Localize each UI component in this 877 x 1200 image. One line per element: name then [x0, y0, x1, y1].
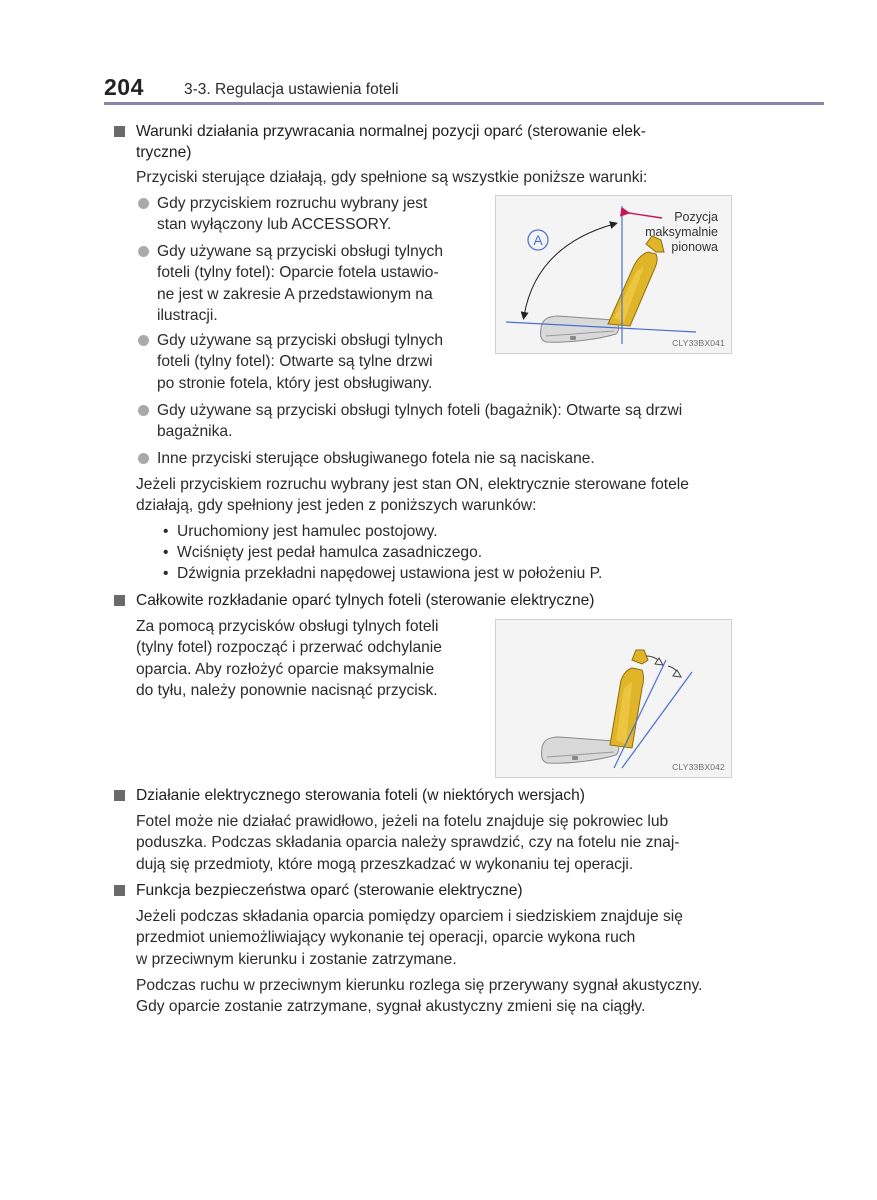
circle-bullet-icon — [138, 335, 149, 346]
upright-position-label: Pozycja maksymalnie pionowa — [645, 210, 718, 254]
sub-condition: • Wciśnięty jest pedał hamulca zasadniczego. — [163, 544, 483, 561]
square-bullet-icon — [114, 790, 125, 801]
figure-code: CLY33BX042 — [672, 762, 725, 772]
section4-paragraph1: Jeżeli podczas składania oparcia pomiędzy oparciem i siedziskiem znajduje się przedmiot uniemożliwiający wykonanie tej operacji, oparcie wykona ruch w przeciwnym kierunku i zostanie zatrzymane. — [136, 908, 683, 968]
page-header — [104, 70, 824, 106]
condition-bullet: Inne przyciski sterujące obsługiwanego fotela nie są naciskane. — [138, 448, 732, 469]
condition-bullet: Gdy używane są przyciski obsługi tylnych foteli (tylny fotel): Oparcie fotela ustawio- ne jest w zakresie A przedstawionym na ilustracji. — [138, 241, 478, 327]
section1-intro: Przyciski sterujące działają, gdy spełnione są wszystkie poniższe warunki: — [136, 169, 648, 186]
sub-condition: • Uruchomiony jest hamulec postojowy. — [163, 523, 438, 540]
range-a-label: A — [533, 232, 543, 248]
circle-bullet-icon — [138, 246, 149, 257]
on-mode-paragraph: Jeżeli przyciskiem rozruchu wybrany jest stan ON, elektrycznie sterowane fotele działają, gdy spełniony jest jeden z poniższych warunków: — [136, 476, 689, 515]
page-number: 204 — [104, 74, 144, 100]
condition-bullet: Gdy używane są przyciski obsługi tylnych foteli (bagażnik): Otwarte są drzwi bagażnika. — [138, 400, 732, 443]
sub-condition: • Dźwignia przekładni napędowej ustawiona jest w położeniu P. — [163, 565, 603, 582]
square-bullet-icon — [114, 126, 125, 137]
square-bullet-icon — [114, 885, 125, 896]
seat-recline-illustration — [496, 620, 731, 777]
section-title: 3-3. Regulacja ustawienia foteli — [184, 81, 399, 98]
section3-text: Fotel może nie działać prawidłowo, jeżeli na fotelu znajduje się pokrowiec lub poduszka. Podczas składania oparcia należy sprawdzić, czy na fotelu nie znaj- dują się przedmioty, które mogą przeszkadzać w wykonaniu tej operacji. — [136, 813, 680, 873]
section1-heading: Warunki działania przywracania normalnej pozycji oparć (sterowanie elek- tryczne) — [114, 121, 734, 164]
section4-heading: Funkcja bezpieczeństwa oparć (sterowanie elektryczne) — [114, 880, 734, 901]
section2-heading: Całkowite rozkładanie oparć tylnych foteli (sterowanie elektryczne) — [114, 590, 734, 611]
section4-paragraph2: Podczas ruchu w przeciwnym kierunku rozlega się przerywany sygnał akustyczny. Gdy oparcie zostanie zatrzymane, sygnał akustyczny zmieni się na ciągły. — [136, 977, 703, 1016]
figure-seat-recline — [495, 619, 732, 778]
circle-bullet-icon — [138, 453, 149, 464]
section2-text: Za pomocą przycisków obsługi tylnych foteli (tylny fotel) rozpocząć i przerwać odchylanie oparcia. Aby rozłożyć oparcie maksymalnie do tyłu, należy ponownie nacisnąć przycisk. — [136, 618, 442, 700]
figure-code: CLY33BX041 — [672, 338, 725, 348]
section3-heading: Działanie elektrycznego sterowania foteli (w niektórych wersjach) — [114, 785, 734, 806]
condition-bullet: Gdy używane są przyciski obsługi tylnych foteli (tylny fotel): Otwarte są tylne drzwi po stronie fotela, który jest obsługiwany. — [138, 330, 478, 394]
condition-bullet: Gdy przyciskiem rozruchu wybrany jest stan wyłączony lub ACCESSORY. — [138, 193, 478, 236]
figure-seat-upright — [495, 195, 732, 354]
circle-bullet-icon — [138, 405, 149, 416]
square-bullet-icon — [114, 595, 125, 606]
circle-bullet-icon — [138, 198, 149, 209]
header-divider — [104, 102, 824, 105]
